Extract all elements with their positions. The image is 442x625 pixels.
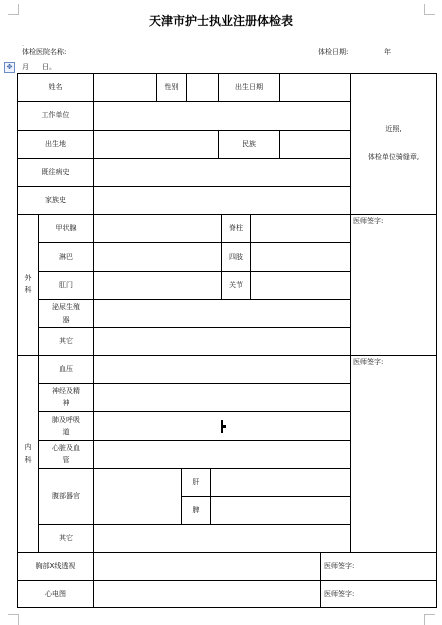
table-move-handle-icon[interactable]: ✥ xyxy=(4,62,15,73)
joints-label: 关节 xyxy=(229,281,243,289)
internal-signature-field[interactable] xyxy=(351,370,436,552)
text-cursor xyxy=(221,420,223,433)
lung-label-2: 道 xyxy=(62,428,70,436)
nervous-label-2: 神 xyxy=(62,399,70,407)
abdomen-label: 腹部器官 xyxy=(52,492,80,500)
hospital-name-label: 体检医院名称: xyxy=(22,48,67,56)
nervous-label-1: 神经及精 xyxy=(52,387,80,395)
form-title: 天津市护士执业注册体检表 xyxy=(148,14,293,28)
birth-date-label: 出生日期 xyxy=(235,83,263,91)
lung-label-1: 肺及呼吸 xyxy=(52,416,80,424)
ethnicity-label: 民族 xyxy=(242,140,256,148)
urogenital-field[interactable] xyxy=(94,300,350,327)
family-history-field[interactable] xyxy=(94,187,350,214)
surgery-other-field[interactable] xyxy=(94,328,350,355)
ethnicity-field[interactable] xyxy=(280,131,350,158)
spine-label: 脊柱 xyxy=(229,224,243,232)
thyroid-field[interactable] xyxy=(94,215,221,242)
family-history-label: 家族史 xyxy=(45,196,66,204)
limbs-field[interactable] xyxy=(251,243,350,271)
internal-other-field[interactable] xyxy=(94,525,350,552)
anus-label: 肛门 xyxy=(59,281,73,289)
month-label: 月 xyxy=(22,63,29,71)
ecg-label: 心电图 xyxy=(45,590,66,598)
spleen-field[interactable] xyxy=(211,497,350,524)
spleen-label: 脾 xyxy=(192,506,200,514)
heart-label-2: 管 xyxy=(62,456,70,464)
internal-other-label: 其它 xyxy=(59,534,73,542)
past-history-field[interactable] xyxy=(94,159,350,186)
page-corner-bottom-left xyxy=(8,614,19,625)
day-label: 日。 xyxy=(42,63,56,71)
anus-field[interactable] xyxy=(94,272,221,299)
urogenital-label-1: 泌尿生殖 xyxy=(52,303,80,311)
surgery-physician-sign-label: 医师签字: xyxy=(353,217,384,225)
blood-pressure-field[interactable] xyxy=(94,356,350,383)
page-corner-bottom-right xyxy=(424,614,435,625)
ecg-field[interactable] xyxy=(94,581,320,607)
seal-label: 体检单位骑缝章, xyxy=(367,153,420,161)
name-field[interactable] xyxy=(94,74,156,101)
lymph-field[interactable] xyxy=(94,243,221,271)
surgery-signature-field[interactable] xyxy=(351,228,436,355)
birthplace-field[interactable] xyxy=(94,131,218,158)
xray-physician-sign-label: 医师签字: xyxy=(324,562,355,570)
lymph-label: 淋巴 xyxy=(59,253,73,261)
photo-area[interactable] xyxy=(351,74,436,214)
nervous-field[interactable] xyxy=(94,384,350,411)
chest-xray-field[interactable] xyxy=(94,553,320,580)
surgery-label-1: 外 xyxy=(24,274,32,282)
urogenital-label-2: 器 xyxy=(62,316,70,324)
work-unit-field[interactable] xyxy=(94,102,350,130)
spine-field[interactable] xyxy=(251,215,350,242)
chest-xray-label: 胸部X线透视 xyxy=(35,562,76,570)
surgery-other-label: 其它 xyxy=(59,337,73,345)
ecg-physician-sign-label: 医师签字: xyxy=(324,590,355,598)
blood-pressure-label: 血压 xyxy=(59,365,73,373)
liver-field[interactable] xyxy=(211,469,350,496)
heart-label-1: 心脏及血 xyxy=(52,444,80,452)
joints-field[interactable] xyxy=(251,272,350,299)
gender-label: 性别 xyxy=(164,83,179,91)
work-unit-label: 工作单位 xyxy=(41,111,70,119)
name-label: 姓名 xyxy=(48,83,63,91)
photo-label: 近照, xyxy=(385,125,402,133)
internal-label-2: 科 xyxy=(24,456,32,464)
liver-label: 肝 xyxy=(192,478,200,486)
abdomen-field[interactable] xyxy=(94,469,181,524)
surgery-label-2: 科 xyxy=(24,286,32,294)
thyroid-label: 甲状腺 xyxy=(55,224,77,232)
exam-date-label: 体检日期: xyxy=(318,48,349,56)
limbs-label: 四肢 xyxy=(229,253,243,261)
birthplace-label: 出生地 xyxy=(45,140,66,148)
paragraph-mark: . xyxy=(22,40,25,48)
past-history-label: 既往病史 xyxy=(41,168,70,176)
heart-field[interactable] xyxy=(94,441,350,468)
birth-date-field[interactable] xyxy=(280,74,350,101)
year-label: 年 xyxy=(384,48,391,56)
gender-field[interactable] xyxy=(187,74,218,101)
internal-label-1: 内 xyxy=(24,443,32,451)
internal-physician-sign-label: 医师签字: xyxy=(353,358,384,366)
